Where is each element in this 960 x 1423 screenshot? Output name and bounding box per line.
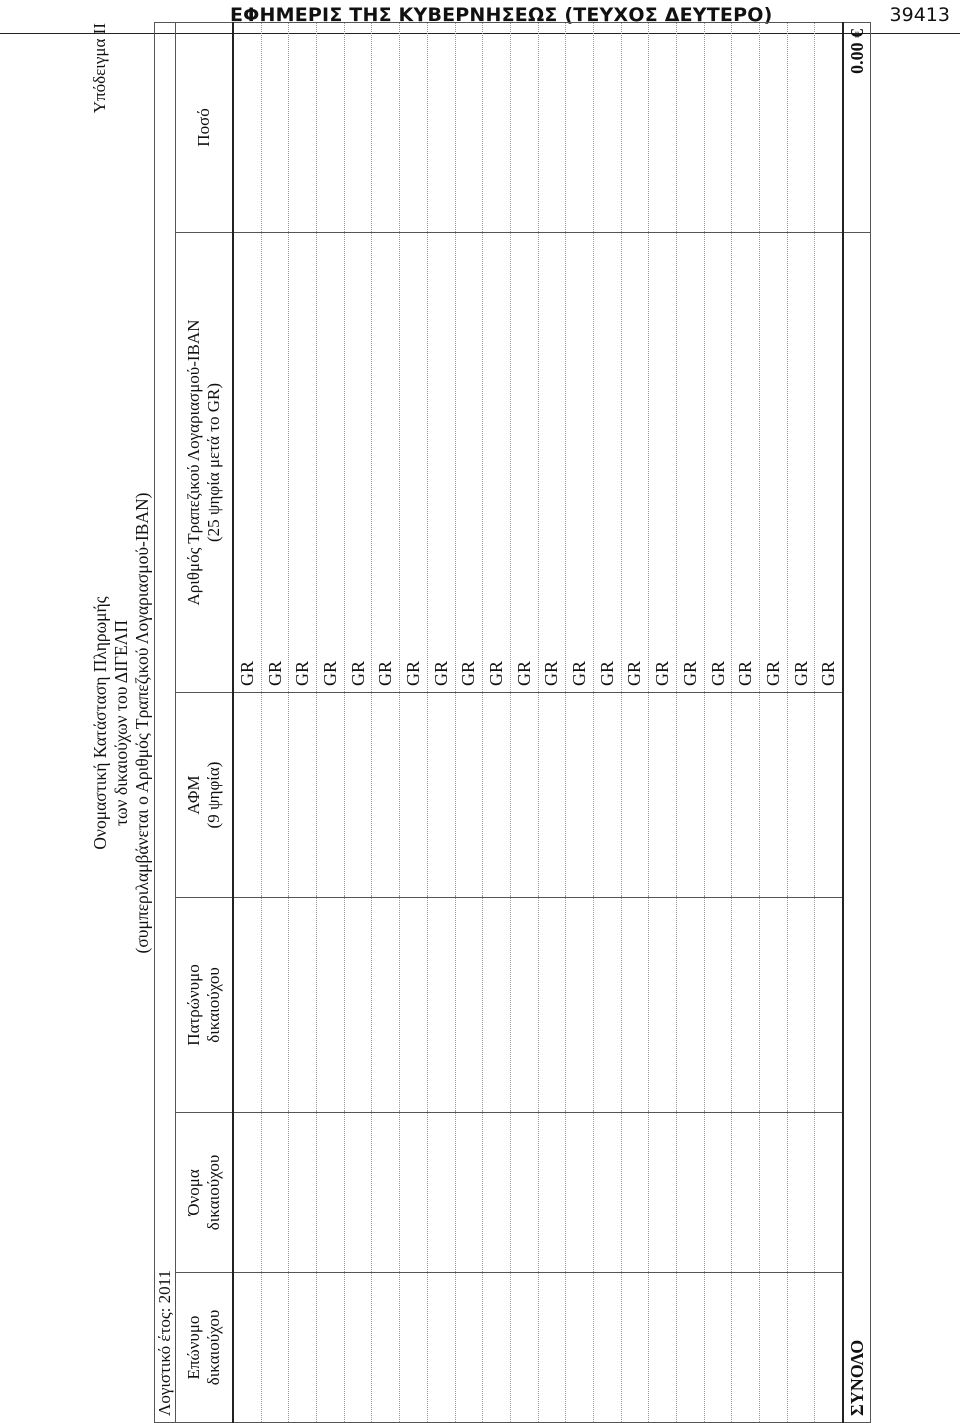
iban-cell: GR (233, 233, 261, 693)
table-cell (538, 693, 566, 898)
table-cell (621, 1113, 649, 1273)
table-cell (510, 693, 538, 898)
table-cell (815, 898, 843, 1113)
table-cell (344, 1273, 372, 1423)
table-cell (483, 1273, 511, 1423)
table-cell (455, 1113, 483, 1273)
table-cell (317, 1113, 345, 1273)
table-row (760, 22, 788, 1422)
table-cell (400, 898, 428, 1113)
table-row (621, 22, 649, 1422)
page-number: 39413 (889, 4, 950, 26)
table-cell (732, 22, 760, 232)
table-cell (261, 898, 289, 1113)
table-cell (593, 693, 621, 898)
table-cell (538, 898, 566, 1113)
iban-cell: GR (261, 233, 289, 693)
table-cell (455, 1273, 483, 1423)
column-header (176, 898, 234, 1113)
table-cell (289, 693, 317, 898)
table-row (787, 22, 815, 1422)
gazette-title: ΕΦΗΜΕΡΙΣ ΤΗΣ ΚΥΒΕΡΝΗΣΕΩΣ (ΤΕΥΧΟΣ ΔΕΥΤΕΡΟ) (230, 4, 773, 26)
table-cell (649, 1113, 677, 1273)
table-row (455, 22, 483, 1422)
table-cell (261, 22, 289, 232)
column-header-line1: Όνομα (184, 1169, 203, 1216)
table-cell (649, 1273, 677, 1423)
table-cell (704, 898, 732, 1113)
table-cell (233, 22, 261, 232)
table-cell (372, 693, 400, 898)
table-row (704, 22, 732, 1422)
table-cell (344, 693, 372, 898)
table-cell (566, 693, 594, 898)
table-cell (621, 693, 649, 898)
table-cell (566, 1273, 594, 1423)
table-cell (677, 898, 705, 1113)
total-amount: 0.00 € (843, 22, 871, 232)
table-cell (704, 693, 732, 898)
table-cell (732, 898, 760, 1113)
column-header-line1: Ποσό (194, 108, 213, 147)
table-cell (427, 693, 455, 898)
iban-cell: GR (538, 233, 566, 693)
payment-table (154, 22, 871, 1423)
table-cell (593, 22, 621, 232)
table-cell (344, 22, 372, 232)
column-header-line1: ΑΦΜ (184, 775, 203, 815)
iban-cell: GR (760, 233, 788, 693)
table-cell (677, 693, 705, 898)
form-title-line1: Ονομαστική Κατάσταση Πληρωμής (90, 596, 110, 850)
table-cell (787, 1113, 815, 1273)
table-cell (261, 1273, 289, 1423)
table-cell (649, 693, 677, 898)
table-cell (233, 1113, 261, 1273)
table-cell (483, 1113, 511, 1273)
table-cell (593, 1113, 621, 1273)
column-header-line1: Επώνυμο (184, 1315, 203, 1380)
table-cell (317, 898, 345, 1113)
column-header (176, 233, 234, 693)
table-row (261, 22, 289, 1422)
table-cell (538, 1273, 566, 1423)
column-header (176, 693, 234, 898)
table-cell (400, 22, 428, 232)
iban-cell: GR (593, 233, 621, 693)
column-header-line2: δικαιούχου (204, 1154, 223, 1231)
table-cell (566, 898, 594, 1113)
table-cell (261, 693, 289, 898)
rotated-form (90, 23, 920, 1423)
column-header-line1: Αριθμός Τραπεζικού Λογαριασμού-IBAN (184, 319, 203, 606)
iban-cell: GR (483, 233, 511, 693)
table-cell (427, 22, 455, 232)
table-cell (510, 1273, 538, 1423)
table-cell (566, 1113, 594, 1273)
table-cell (815, 693, 843, 898)
fiscal-year: Λογιστικό έτος: 2011 (155, 22, 176, 1422)
form-title-line2: των δικαιούχων του ΔΙΓΕΛΠ (111, 620, 131, 827)
table-cell (760, 1273, 788, 1423)
table-cell (372, 898, 400, 1113)
table-cell (677, 1113, 705, 1273)
table-cell (483, 693, 511, 898)
table-row (510, 22, 538, 1422)
table-cell (760, 1113, 788, 1273)
table-cell (233, 693, 261, 898)
table-cell (289, 22, 317, 232)
table-row (400, 22, 428, 1422)
table-cell (787, 693, 815, 898)
table-cell (649, 22, 677, 232)
table-row (427, 22, 455, 1422)
table-cell (400, 1113, 428, 1273)
table-cell (427, 1113, 455, 1273)
table-cell (427, 898, 455, 1113)
table-row (677, 22, 705, 1422)
table-cell (677, 22, 705, 232)
table-cell (593, 898, 621, 1113)
iban-cell: GR (455, 233, 483, 693)
table-cell (510, 22, 538, 232)
iban-cell: GR (372, 233, 400, 693)
table-cell (510, 1113, 538, 1273)
table-row (566, 22, 594, 1422)
iban-cell: GR (317, 233, 345, 693)
table-cell (621, 22, 649, 232)
table-cell (704, 1273, 732, 1423)
table-cell (538, 1113, 566, 1273)
table-cell (427, 1273, 455, 1423)
iban-cell: GR (566, 233, 594, 693)
table-row (538, 22, 566, 1422)
annex-label: Υπόδειγμα ΙΙ (90, 23, 109, 114)
table-cell (261, 1113, 289, 1273)
iban-cell: GR (400, 233, 428, 693)
table-cell (538, 22, 566, 232)
table-cell (233, 898, 261, 1113)
table-cell (289, 1113, 317, 1273)
column-header-line2: δικαιούχου (204, 967, 223, 1043)
table-cell (621, 1273, 649, 1423)
table-cell (317, 1273, 345, 1423)
column-header (176, 22, 234, 232)
table-cell (815, 1113, 843, 1273)
table-cell (317, 693, 345, 898)
table-cell (372, 1113, 400, 1273)
iban-cell: GR (289, 233, 317, 693)
column-header-line2: (9 ψηφία) (204, 761, 223, 829)
table-cell (815, 22, 843, 232)
table-row (649, 22, 677, 1422)
table-row (344, 22, 372, 1422)
total-label: ΣΥΝΟΛΟ (843, 233, 871, 1423)
table-cell (760, 22, 788, 232)
table-cell (787, 22, 815, 232)
iban-cell: GR (732, 233, 760, 693)
column-header (176, 1113, 234, 1273)
table-row (233, 22, 261, 1422)
table-cell (760, 898, 788, 1113)
table-row (317, 22, 345, 1422)
table-cell (593, 1273, 621, 1423)
table-cell (400, 1273, 428, 1423)
iban-cell: GR (344, 233, 372, 693)
table-cell (787, 898, 815, 1113)
column-header (176, 1273, 234, 1423)
table-row (483, 22, 511, 1422)
table-cell (732, 693, 760, 898)
table-cell (317, 22, 345, 232)
table-cell (815, 1273, 843, 1423)
table-cell (455, 898, 483, 1113)
iban-cell: GR (621, 233, 649, 693)
table-cell (732, 1113, 760, 1273)
table-row (593, 22, 621, 1422)
form-title-line3: (συμπεριλαμβάνεται ο Αριθμός Τραπεζικού Λογαριασμού-ΙΒΑΝ) (132, 492, 152, 954)
table-cell (233, 1273, 261, 1423)
table-cell (677, 1273, 705, 1423)
table-cell (372, 22, 400, 232)
iban-cell: GR (815, 233, 843, 693)
table-cell (289, 1273, 317, 1423)
table-cell (455, 693, 483, 898)
table-cell (483, 898, 511, 1113)
table-cell (400, 693, 428, 898)
iban-cell: GR (510, 233, 538, 693)
table-cell (344, 898, 372, 1113)
table-cell (704, 1113, 732, 1273)
table-cell (344, 1113, 372, 1273)
table-row (815, 22, 843, 1422)
table-cell (732, 1273, 760, 1423)
table-row (289, 22, 317, 1422)
column-header-line2: (25 ψηφία μετά το GR) (204, 382, 223, 543)
iban-cell: GR (677, 233, 705, 693)
iban-cell: GR (649, 233, 677, 693)
table-cell (649, 898, 677, 1113)
table-cell (621, 898, 649, 1113)
iban-cell: GR (787, 233, 815, 693)
table-row (732, 22, 760, 1422)
iban-cell: GR (704, 233, 732, 693)
table-cell (787, 1273, 815, 1423)
column-header-line2: δικαιούχου (204, 1309, 223, 1386)
table-cell (566, 22, 594, 232)
column-header-line1: Πατρώνυμο (184, 964, 203, 1046)
table-cell (372, 1273, 400, 1423)
table-cell (483, 22, 511, 232)
table-cell (455, 22, 483, 232)
table-cell (704, 22, 732, 232)
table-cell (289, 898, 317, 1113)
table-row (372, 22, 400, 1422)
iban-cell: GR (427, 233, 455, 693)
table-cell (760, 693, 788, 898)
table-cell (510, 898, 538, 1113)
